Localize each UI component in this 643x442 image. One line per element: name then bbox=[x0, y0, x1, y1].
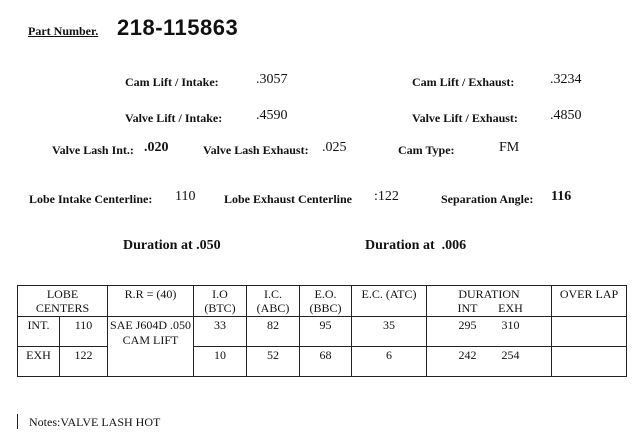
header-eo: E.O. (BBC) bbox=[300, 286, 352, 317]
valve-lash-exhaust-label: Valve Lash Exhaust: bbox=[203, 143, 309, 157]
cam-lift-exhaust-label: Cam Lift / Exhaust: bbox=[412, 75, 515, 89]
header-rr: R.R = (40) bbox=[108, 286, 194, 317]
cam-lift-intake-label: Cam Lift / Intake: bbox=[125, 75, 219, 89]
header-duration-label: DURATION bbox=[458, 287, 520, 301]
row-center: 122 bbox=[60, 347, 108, 377]
rr-note: SAE J604D .050 CAM LIFT bbox=[108, 317, 194, 377]
lobe-intake-centerline-label: Lobe Intake Centerline: bbox=[29, 192, 153, 206]
valve-lash-int-value: .020 bbox=[144, 140, 169, 155]
row-center: 110 bbox=[60, 317, 108, 347]
row-duration-int: 295 bbox=[458, 318, 477, 332]
row-name: INT. bbox=[18, 317, 60, 347]
valve-lash-exhaust-value: .025 bbox=[322, 140, 347, 155]
table-row bbox=[18, 317, 627, 347]
row-ic: 82 bbox=[247, 317, 300, 347]
table-header-row bbox=[18, 286, 627, 317]
row-overlap bbox=[552, 317, 627, 347]
separation-angle-label: Separation Angle: bbox=[441, 192, 534, 206]
valve-lift-intake-label: Valve Lift / Intake: bbox=[125, 111, 223, 125]
row-duration-int: 242 bbox=[458, 348, 477, 362]
notes-text: Notes:VALVE LASH HOT bbox=[29, 415, 161, 429]
row-io: 10 bbox=[194, 347, 247, 377]
separation-angle-value: 116 bbox=[551, 189, 572, 204]
lobe-exhaust-centerline-label: Lobe Exhaust Centerline bbox=[224, 192, 353, 206]
header-overlap: OVER LAP bbox=[552, 286, 627, 317]
header-duration-exh: EXH bbox=[498, 301, 523, 315]
header-io: I.O (BTC) bbox=[194, 286, 247, 317]
row-eo: 95 bbox=[300, 317, 352, 347]
part-number-label: Part Number. bbox=[28, 24, 99, 38]
valve-lift-exhaust-value: .4850 bbox=[550, 108, 582, 123]
row-duration-exh: 310 bbox=[501, 318, 520, 332]
row-ic: 52 bbox=[247, 347, 300, 377]
row-duration-exh: 254 bbox=[501, 348, 520, 362]
header-lobe-centers: LOBE CENTERS bbox=[18, 286, 108, 317]
cam-timing-table bbox=[17, 285, 627, 377]
header-ic: I.C. (ABC) bbox=[247, 286, 300, 317]
cam-type-label: Cam Type: bbox=[398, 143, 455, 157]
row-ec: 35 bbox=[352, 317, 427, 347]
cam-lift-intake-value: .3057 bbox=[256, 72, 288, 87]
duration-050-heading: Duration at .050 bbox=[123, 238, 221, 253]
cam-type-value: FM bbox=[499, 140, 520, 155]
header-duration-int: INT bbox=[457, 301, 478, 315]
header-ec: E.C. (ATC) bbox=[352, 286, 427, 317]
row-overlap bbox=[552, 347, 627, 377]
header-duration bbox=[427, 286, 552, 317]
row-io: 33 bbox=[194, 317, 247, 347]
row-duration bbox=[427, 347, 552, 377]
lobe-exhaust-centerline-value: :122 bbox=[374, 189, 399, 204]
row-ec: 6 bbox=[352, 347, 427, 377]
part-number-value: 218-115863 bbox=[117, 15, 239, 40]
valve-lash-int-label: Valve Lash Int.: bbox=[52, 143, 134, 157]
row-eo: 68 bbox=[300, 347, 352, 377]
cam-lift-exhaust-value: .3234 bbox=[550, 72, 582, 87]
valve-lift-intake-value: .4590 bbox=[256, 108, 288, 123]
duration-006-heading: Duration at .006 bbox=[365, 238, 467, 253]
row-duration bbox=[427, 317, 552, 347]
row-name: EXH bbox=[18, 347, 60, 377]
valve-lift-exhaust-label: Valve Lift / Exhaust: bbox=[412, 111, 518, 125]
notes-divider bbox=[17, 414, 18, 429]
lobe-intake-centerline-value: 110 bbox=[175, 189, 196, 204]
